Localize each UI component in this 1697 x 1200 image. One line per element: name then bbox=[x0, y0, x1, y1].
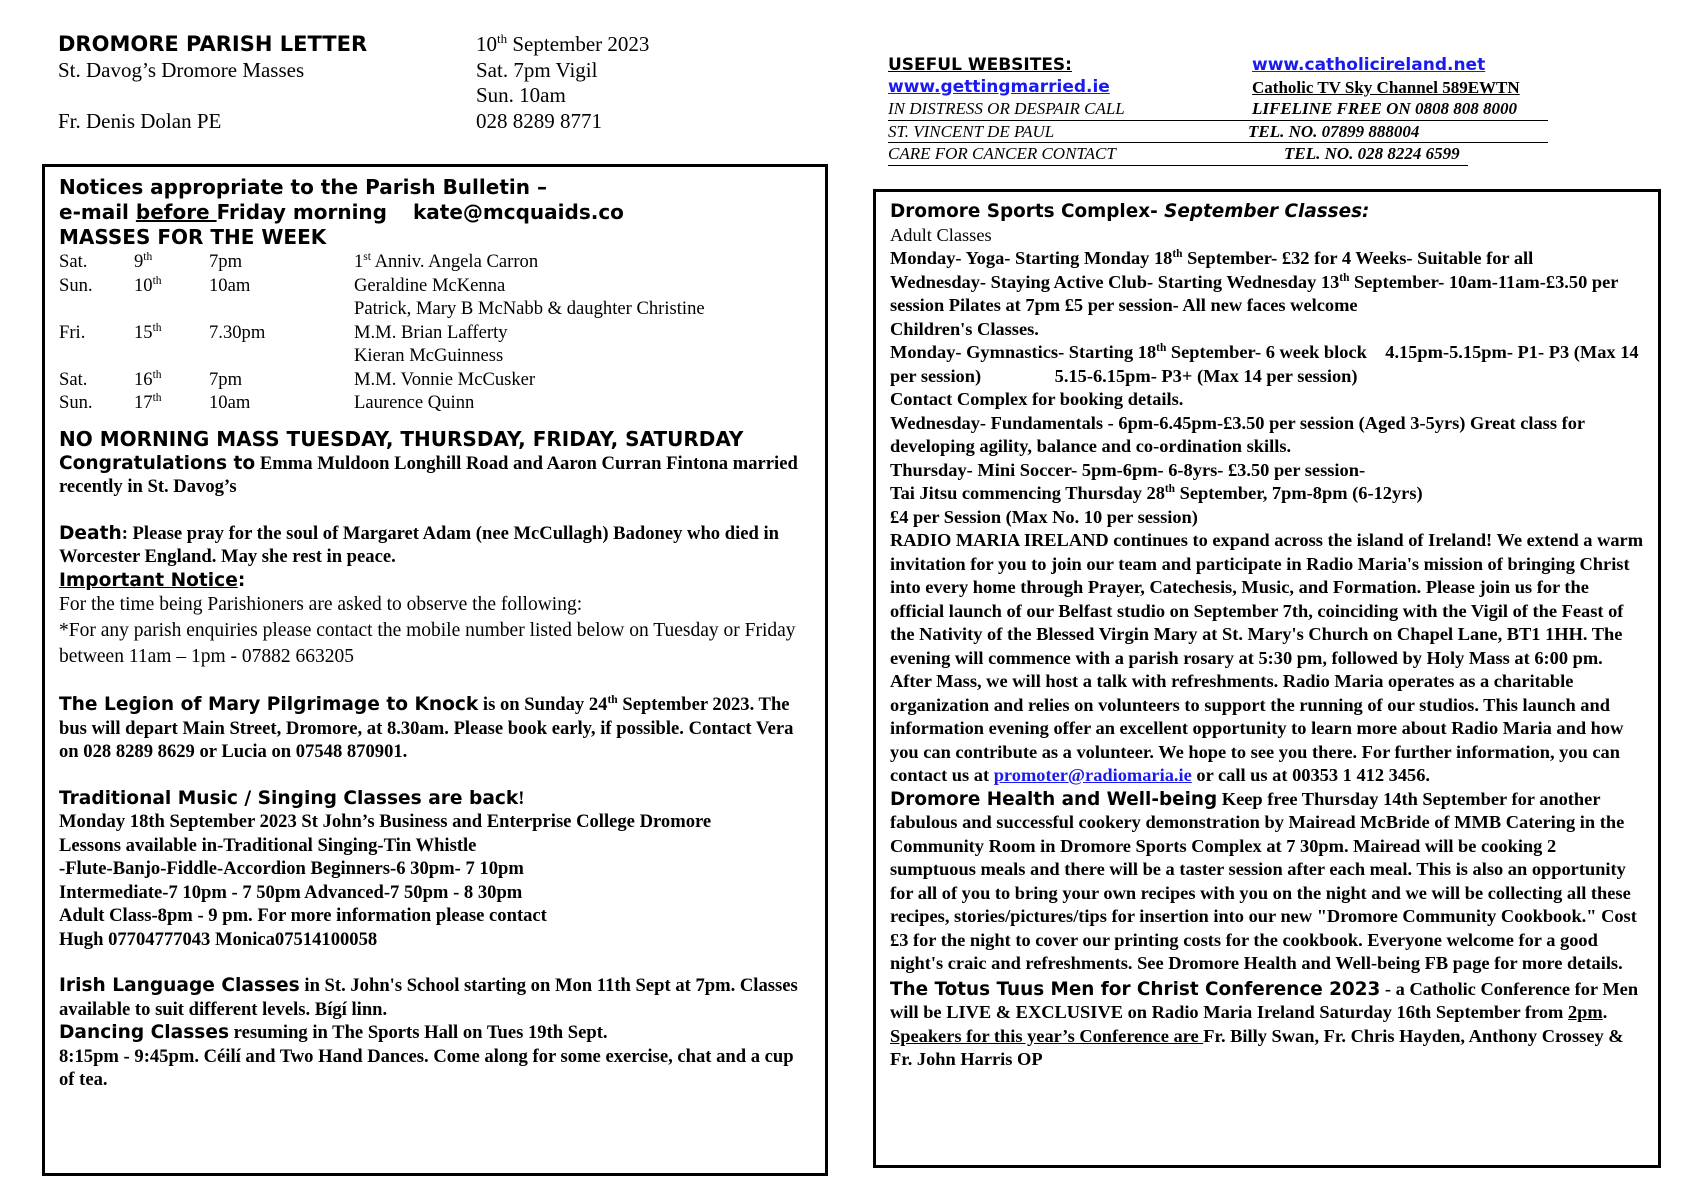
right-bulletin-box bbox=[873, 189, 1661, 1168]
distress-row: IN DISTRESS OR DESPAIR CALL LIFELINE FREE ON 0808 808 8000 bbox=[888, 98, 1548, 121]
booking-contact: Contact Complex for booking details. bbox=[890, 389, 1184, 409]
notices-heading: Notices appropriate to the Parish Bulletin – bbox=[59, 175, 547, 199]
parish-phone: 028 8289 8771 bbox=[476, 108, 602, 133]
church-masses-label: St. Davog’s Dromore Masses bbox=[58, 57, 305, 82]
yoga-class: Monday- Yoga- Starting Monday 18th September- £32 for 4 Weeks- Suitable for all bbox=[890, 247, 1534, 268]
mass-row: Sun. 10th 10am Geraldine McKenna bbox=[59, 274, 506, 296]
radio-maria-notice: RADIO MARIA IRELAND continues to expand across the island of Ireland! We extend a warm invitation for you to join our team and participate in Radio Maria's mission of bringing Christ into every home through Prayer, Catechesis, Music, and Formation. Please join us for the official launch of our Belfast studio on September 7th, coinciding with the Vigil of the Feast of the Nativity of the Blessed Virgin Mary at St. Mary's Church on Chapel Lane, BT1 1HH. The evening will commence with a parish rosary at 5:30 pm, followed by Holy Mass at 6:00 pm. After Mass, we will host a talk with refreshments. Radio Maria operates as a charitable organization and relies on volunteers to support the running of our studios. This launch and information evening offer an excellent opportunity to learn more about Radio Maria and how you can contribute as a volunteer. We hope to see you there. For further information, you can contact us at promoter@radiomaria.ie or call us at 00353 1 412 3456. bbox=[890, 530, 1644, 785]
header-schedule bbox=[476, 32, 806, 134]
fundamentals-class: Wednesday- Fundamentals - 6pm-6.45pm-£3.50 per session (Aged 3-5yrs) Great class for developing agility, balance and co-ordination skills. bbox=[890, 412, 1585, 456]
dancing-classes: Dancing Classes resuming in The Sports Hall on Tues 19th Sept. bbox=[59, 1022, 608, 1043]
important-notice-line1: For the time being Parishioners are asked to observe the following: bbox=[59, 594, 583, 615]
svdp-row: ST. VINCENT DE PAUL TEL. NO. 07899 888004 bbox=[888, 121, 1548, 144]
left-bulletin-box bbox=[42, 164, 828, 1176]
music-heading: Traditional Music / Singing Classes are back! bbox=[59, 787, 525, 809]
gettingmarried-link[interactable]: www.gettingmarried.ie bbox=[888, 76, 1110, 97]
staying-active-class: Wednesday- Staying Active Club- Starting Wednesday 13th September- 10am-11am-£3.50 per session Pilates at 7pm £5 per session- All new faces welcome bbox=[890, 271, 1619, 315]
mass-row: Sat. 9th 7pm 1st Anniv. Angela Carron bbox=[59, 250, 539, 272]
mass-row: Patrick, Mary B McNabb & daughter Christine bbox=[354, 298, 705, 319]
priest-name: Fr. Denis Dolan PE bbox=[58, 108, 222, 133]
cancer-row: CARE FOR CANCER CONTACT TEL. NO. 028 8224 6599 bbox=[888, 143, 1468, 166]
congratulations: Congratulations to Emma Muldoon Longhill Road and Aaron Curran Fintona married recently in St. Davog’s bbox=[59, 452, 798, 497]
mini-soccer-class: Thursday- Mini Soccer- 5pm-6pm- 6-8yrs- £3.50 per session- bbox=[890, 459, 1366, 480]
page-title: DROMORE PARISH LETTER bbox=[58, 32, 368, 56]
radio-maria-email[interactable]: promoter@radiomaria.ie bbox=[993, 765, 1192, 785]
important-notice-heading: Important Notice: bbox=[59, 569, 246, 591]
useful-websites bbox=[888, 55, 1608, 166]
bulletin-date: 10th September 2023 bbox=[476, 31, 650, 56]
legion-pilgrimage: The Legion of Mary Pilgrimage to Knock is on Sunday 24th September 2023. The bus will depart Main Street, Dromore, at 8.30am. Please book early, if possible. Contact Vera on 028 8289 8629 or Lucia on 07548 870901. bbox=[59, 693, 794, 762]
email-line: e-mail before Friday morning kate@mcquaids.co bbox=[59, 200, 624, 224]
irish-classes: Irish Language Classes in St. John's School starting on Mon 11th Sept at 7pm. Classes available to suit different levels. Bígí linn. bbox=[59, 975, 798, 1020]
mass-row: Kieran McGuinness bbox=[354, 345, 504, 366]
masses-list bbox=[59, 250, 811, 415]
tai-jitsu-price: £4 per Session (Max No. 10 per session) bbox=[890, 506, 1198, 527]
catholic-tv: Catholic TV Sky Channel 589EWTN bbox=[1252, 77, 1520, 97]
header-left bbox=[58, 32, 478, 134]
sports-complex-heading: Dromore Sports Complex- September Classes: bbox=[890, 201, 1370, 222]
mass-row: Fri. 15th 7.30pm M.M. Brian Lafferty bbox=[59, 321, 508, 343]
mass-row: Sat. 16th 7pm M.M. Vonnie McCusker bbox=[59, 368, 536, 390]
adult-classes-label: Adult Classes bbox=[890, 224, 992, 245]
sports-classes bbox=[890, 224, 1646, 788]
masses-heading: MASSES FOR THE WEEK bbox=[59, 225, 327, 249]
websites-heading: USEFUL WEBSITES: bbox=[888, 55, 1072, 75]
music-details: Monday 18th September 2023 St John’s Business and Enterprise College Dromore Lessons available in-Traditional Singing-Tin Whistle -Flute-Banjo-Fiddle-Accordion Beginners-6 30pm- 7 10pm Intermediate-7 10pm - 7 50pm Advanced-7 50pm - 8 30pm Adult Class-8pm - 9 pm. For more information please contact Hugh 07704777043 Monica07514100058 bbox=[59, 811, 712, 950]
catholicireland-link[interactable]: www.catholicireland.net bbox=[1252, 55, 1486, 75]
totus-tuus-conference: The Totus Tuus Men for Christ Conference 2023 - a Catholic Conference for Men will be LIVE & EXCLUSIVE on Radio Maria Ireland Saturday 16th September from 2pm. Speakers for this year’s Conference are Fr. Billy Swan, Fr. Chris Hayden, Anthony Crossey & Fr. John Harris OP bbox=[890, 978, 1639, 1069]
sun-mass: Sun. 10am bbox=[476, 83, 566, 107]
no-mass-notice: NO MORNING MASS TUESDAY, THURSDAY, FRIDAY, SATURDAY bbox=[59, 426, 744, 451]
dancing-details: 8:15pm - 9:45pm. Céilí and Two Hand Dances. Come along for some exercise, chat and a cup of tea. bbox=[59, 1045, 794, 1090]
health-wellbeing: Dromore Health and Well-being Keep free Thursday 14th September for another fabulous and successful cookery demonstration by Mairead McBride of MMB Catering in the Community Room in Dromore Sports Complex at 7 30pm. Mairead will be cooking 2 sumptuous meals and there will be a taster session after each meal. This is also an opportunity for all of you to bring your own recipes with you on the night and we will be collecting all these recipes, stories/pictures/tips for insertion into our new "Dromore Community Cookbook." Cost £3 for the night to cover our printing costs for the cookbook. Everyone welcome for a good night's craic and refreshments. See Dromore Health and Well-being FB page for more details. bbox=[890, 788, 1637, 973]
sat-vigil: Sat. 7pm Vigil bbox=[476, 57, 598, 82]
childrens-classes-label: Children's Classes. bbox=[890, 318, 1039, 339]
tai-jitsu-class: Tai Jitsu commencing Thursday 28th September, 7pm-8pm (6-12yrs) bbox=[890, 482, 1423, 503]
death-notice: Death: Please pray for the soul of Margaret Adam (nee McCullagh) Badoney who died in Worcester England. May she rest in peace. bbox=[59, 522, 780, 567]
gymnastics-class: Monday- Gymnastics- Starting 18th September- 6 week block 4.15pm-5.15pm- P1- P3 (Max 14 per session) 5.15-6.15pm- P3+ (Max 14 per session) bbox=[890, 341, 1644, 386]
mass-row: Sun. 17th 10am Laurence Quinn bbox=[59, 391, 475, 413]
important-notice-line2: *For any parish enquiries please contact the mobile number listed below on Tuesday or Friday between 11am – 1pm - 07882 663205 bbox=[59, 620, 796, 667]
bulletin-email[interactable]: kate@mcquaids.co bbox=[412, 200, 624, 224]
